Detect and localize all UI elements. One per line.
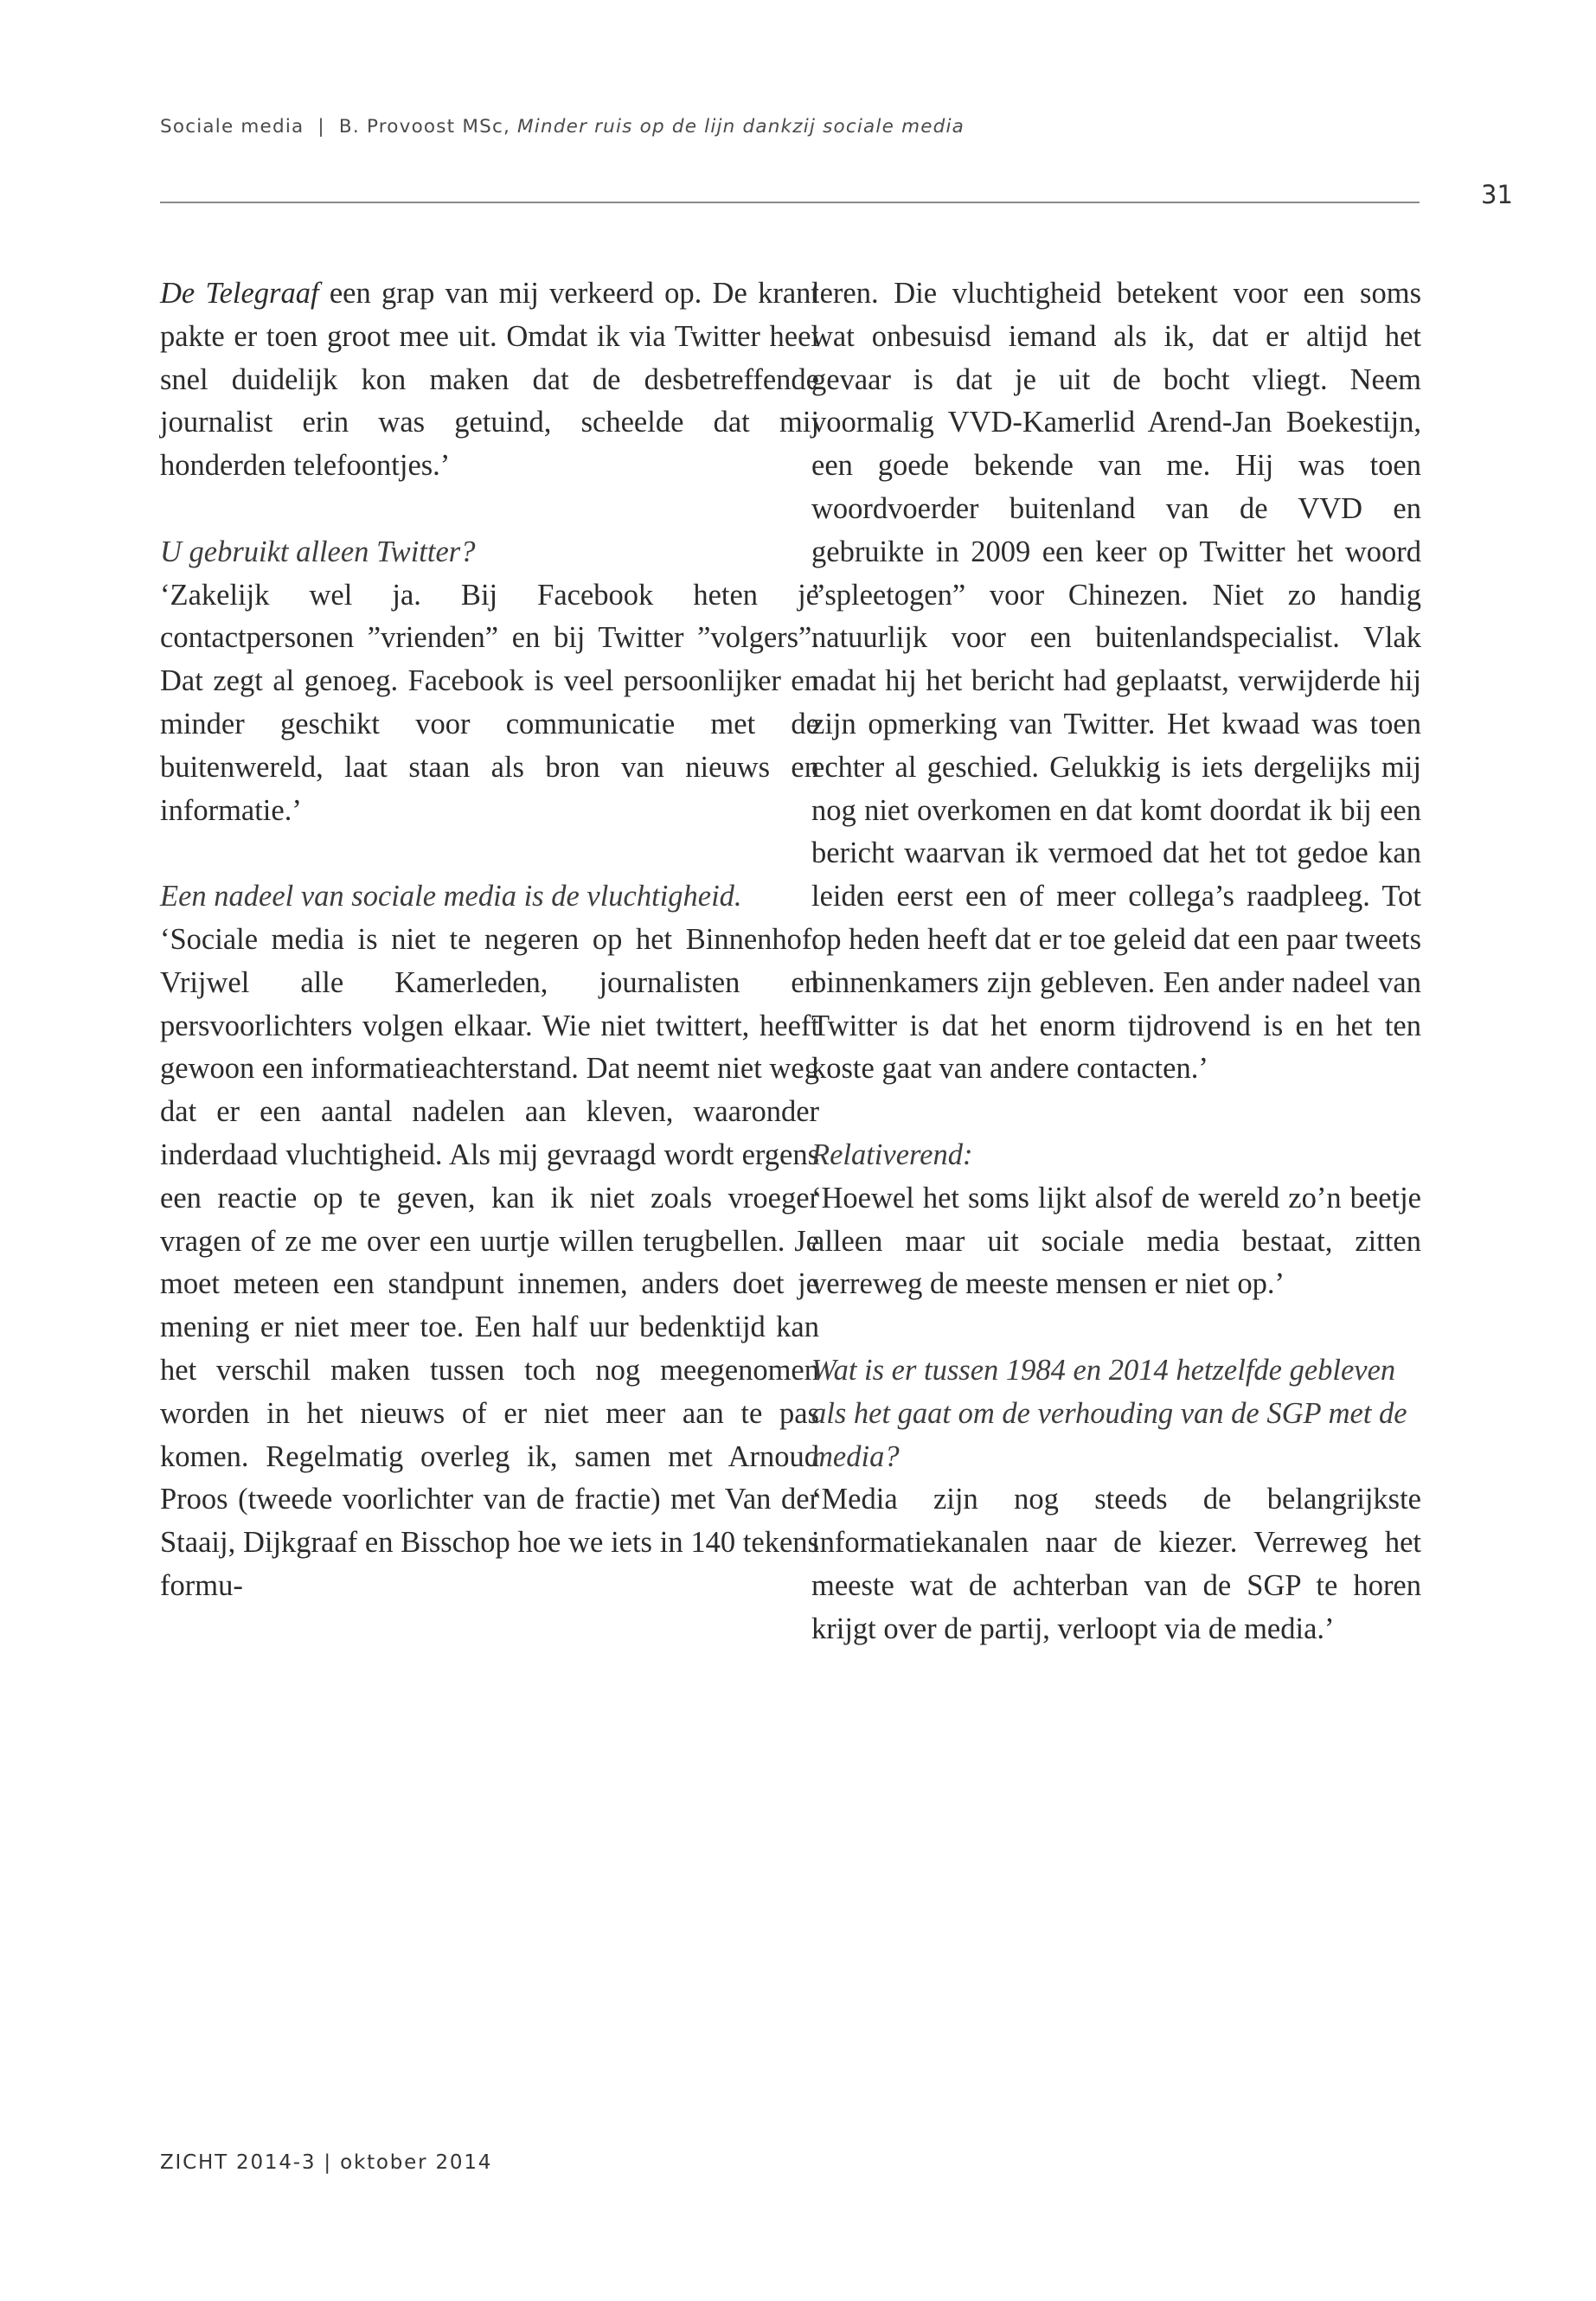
newspaper-name: De Telegraaf [160,277,319,310]
header-section: Sociale media [160,116,304,138]
running-header [160,116,965,138]
right-column [811,272,1421,1651]
answer-twitter: ‘Zakelijk wel ja. Bij Facebook heten je contactpersonen ”vrienden” en bij Twitter ”volgers”. Dat zegt al genoeg. Facebook is veel persoonlijker en minder geschikt voor communicatie met de buitenwereld, laat staan als bron van nieuws en informatie.’ [160,578,819,827]
question-media: Wat is er tussen 1984 en 2014 hetzelfde gebleven als het gaat om de verhouding van de SGP met de media? [811,1353,1407,1473]
page-number: 31 [1481,180,1513,209]
answer-vluchtigheid: ‘Sociale media is niet te negeren op het Binnenhof. Vrijwel alle Kamerleden, journalisten en persvoorlichters volgen elkaar. Wie niet twittert, heeft gewoon een informatieachterstand. Dat neemt niet weg dat er een aantal nadelen aan kleven, waaronder inderdaad vluchtigheid. Als mij gevraagd wordt ergens een reactie op te geven, kan ik niet zoals vroeger vragen of ze me over een uurtje willen terugbellen. Je moet meteen een standpunt innemen, anders doet je mening er niet meer toe. Een half uur bedenktijd kan het verschil maken tussen toch nog meegenomen worden in het nieuws of er niet meer aan te pas komen. Regelmatig overleg ik, samen met Arnoud Proos (tweede voorlichter van de fractie) met Van der Staaij, Dijkgraaf en Bisschop hoe we iets in 140 tekens formu- [160,922,819,1602]
question-twitter: U gebruikt alleen Twitter? [160,535,476,568]
question-relativerend: Relativerend: [811,1138,973,1171]
header-rule [160,202,1420,203]
answer-media: ‘Media zijn nog steeds de belangrijkste informatiekanalen naar de kiezer. Verreweg het meeste wat de achterban van de SGP te horen krijgt over de partij, verloopt via de media.’ [811,1483,1421,1645]
footer: ZICHT 2014-3 | oktober 2014 [160,2151,493,2174]
header-author: B. Provoost MSc, [338,116,510,138]
header-article-title: Minder ruis op de lijn dankzij sociale media [517,116,965,138]
left-column [160,272,819,1608]
paragraph-intro [160,272,819,488]
header-separator: | [317,116,325,138]
paragraph-intro-text: een grap van mij verkeerd op. De krant pakte er toen groot mee uit. Omdat ik via Twitter heel snel duidelijk kon maken dat de desbetreffende journalist erin was getuind, scheelde dat mij honderden telefoontjes.’ [160,277,819,483]
answer-relativerend: ‘Hoewel het soms lijkt alsof de wereld zo’n beetje alleen maar uit sociale media bestaat, zitten verreweg de meeste mensen er niet op.’ [811,1181,1421,1301]
answer-vluchtigheid-continued: leren. Die vluchtigheid betekent voor een soms wat onbesuisd iemand als ik, dat er altijd het gevaar is dat je uit de bocht vliegt. Neem voormalig VVD-Kamerlid Arend-Jan Boekestijn, een goede bekende van me. Hij was toen woordvoerder buitenland van de VVD en gebruikte in 2009 een keer op Twitter het woord ”spleetogen” voor Chinezen. Niet zo handig natuurlijk voor een buitenlandspecialist. Vlak nadat hij het bericht had geplaatst, verwijderde hij zijn opmerking van Twitter. Het kwaad was toen echter al geschied. Gelukkig is iets dergelijks mij nog niet overkomen en dat komt doordat ik bij een bericht waarvan ik vermoed dat het tot gedoe kan leiden eerst een of meer collega’s raadpleeg. Tot op heden heeft dat er toe geleid dat een paar tweets binnenkamers zijn gebleven. Een ander nadeel van Twitter is dat het enorm tijdrovend is en het ten koste gaat van andere contacten.’ [811,277,1421,1086]
question-vluchtigheid: Een nadeel van sociale media is de vluchtigheid. [160,880,742,913]
